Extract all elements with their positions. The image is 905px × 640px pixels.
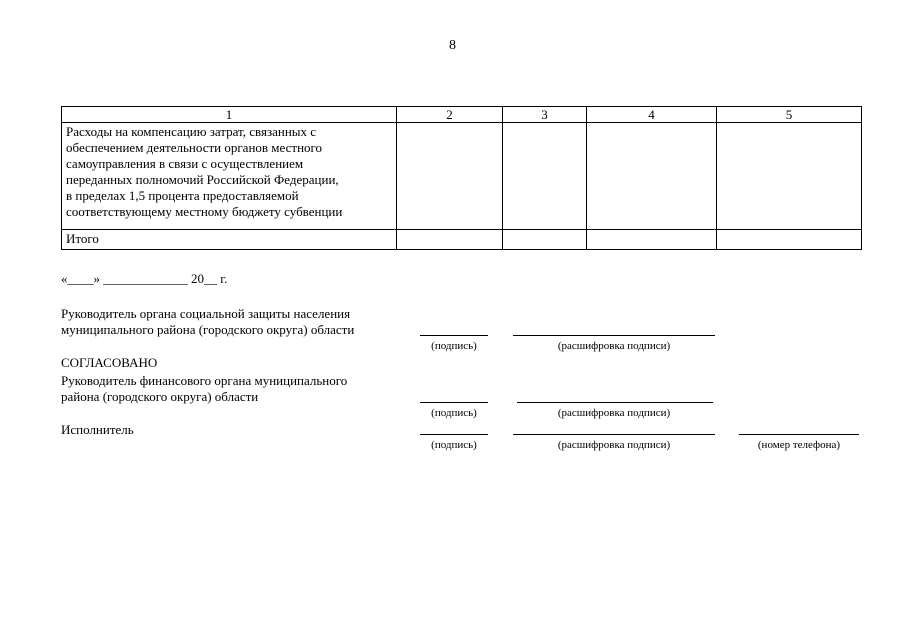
signature-line: [420, 402, 488, 403]
table-header-row: [62, 107, 862, 123]
row-label: Итого: [62, 230, 397, 250]
executor-title: Исполнитель: [61, 422, 134, 437]
social-head-line-1: Руководитель органа социальной защиты населения: [61, 306, 351, 321]
table-cell: [717, 230, 862, 250]
expense-table: [61, 106, 862, 250]
column-header: 4: [587, 107, 717, 123]
row-label-line: самоуправления в связи с осуществлением: [66, 156, 304, 171]
agreed-title: СОГЛАСОВАНО: [61, 355, 158, 370]
table-cell: [503, 123, 587, 230]
signature-decode-line: [513, 434, 715, 435]
table-cell: [717, 123, 862, 230]
row-label-line: Расходы на компенсацию затрат, связанных с: [66, 124, 317, 139]
signature-line: [420, 434, 488, 435]
table-cell: [503, 230, 587, 250]
table-cell: [397, 123, 503, 230]
date-line: «____» _____________ 20__ г.: [61, 271, 228, 286]
column-header: 3: [503, 107, 587, 123]
table-row: [62, 123, 862, 230]
signature-line: [420, 335, 488, 336]
signature-caption: (подпись): [431, 439, 477, 451]
row-label-line: обеспечением деятельности органов местного: [66, 140, 323, 155]
row-label-line: переданных полномочий Российской Федерации,: [66, 172, 339, 187]
signature-decode-caption: (расшифровка подписи): [557, 439, 671, 451]
page-number: 8: [449, 38, 456, 53]
table-row-total: [62, 230, 862, 250]
finance-head-line-2: района (городского округа) области: [61, 389, 259, 404]
signature-decode-caption: (расшифровка подписи): [557, 340, 671, 352]
signature-decode-caption: (расшифровка подписи): [557, 407, 671, 419]
phone-line: [739, 434, 859, 435]
signature-caption: (подпись): [431, 340, 477, 352]
finance-head-line-1: Руководитель финансового органа муниципального: [61, 373, 348, 388]
table-cell: [587, 123, 717, 230]
row-label-line: в пределах 1,5 процента предоставляемой: [66, 188, 299, 203]
table-cell: [587, 230, 717, 250]
signature-decode-line: [517, 402, 713, 403]
signature-caption: (подпись): [431, 407, 477, 419]
column-header: 1: [62, 107, 397, 123]
social-head-line-2: муниципального района (городского округа) области: [61, 322, 355, 337]
table-cell: [397, 230, 503, 250]
phone-caption: (номер телефона): [757, 439, 841, 451]
column-header: 5: [717, 107, 862, 123]
row-label: [62, 123, 397, 230]
row-label-line: соответствующему местному бюджету субвенции: [66, 204, 343, 219]
column-header: 2: [397, 107, 503, 123]
signature-decode-line: [513, 335, 715, 336]
